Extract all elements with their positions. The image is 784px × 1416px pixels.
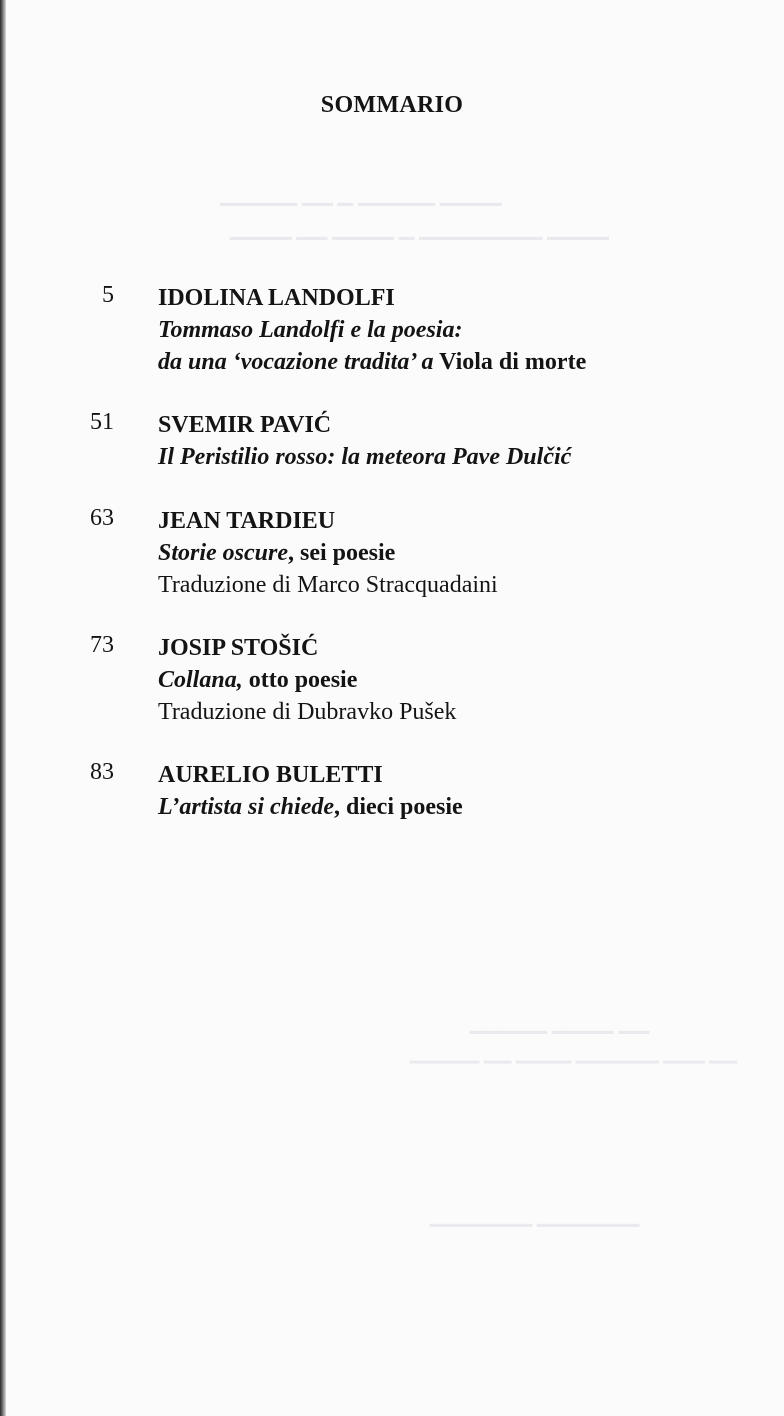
author-name: SVEMIR PAVIĆ [158,412,332,438]
author-name: AURELIO BULETTI [158,762,383,788]
page-number: 83 [90,759,114,785]
binding-edge [0,0,6,1416]
bleed-through: ▁▁▁▁▁▁▁ ▁▁▁▁▁▁▁ [430,1206,640,1227]
author-name: JOSIP STOŠIĆ [158,635,319,661]
translator-credit: Traduzione di Marco Stracquadaini [158,572,498,598]
entry-text [158,505,498,601]
page-title: SOMMARIO [320,92,464,118]
work-title-line [158,664,456,696]
translator-credit: Traduzione di Dubravko Pušek [158,699,457,725]
work-title-line [158,346,586,378]
author-name: JEAN TARDIEU [158,508,336,534]
entry-text [158,409,571,473]
work-title-italic: da una ‘vocazione tradita’ a [158,349,434,375]
work-title-normal: otto poesie [248,667,358,693]
work-title-normal: , dieci poesie [334,794,463,820]
work-title-line [158,791,463,823]
work-title-italic: Tommaso Landolfi e la poesia: [158,317,463,343]
work-title-normal: , sei poesie [288,540,396,566]
work-title-line [158,441,571,473]
bleed-through: ▁▁ ▁▁▁ ▁▁▁▁▁▁ ▁▁▁▁ ▁▁ ▁▁▁▁▁ [410,1043,738,1063]
entry-text [158,759,463,823]
bleed-through: ▁▁ ▁▁▁▁ ▁▁▁▁▁ [470,1012,650,1034]
work-title-normal: Viola di morte [439,349,587,375]
work-title-italic: L’artista si chiede [158,794,334,820]
work-title-italic: Storie oscure [158,540,289,566]
entry-text [158,282,586,378]
page-number: 63 [90,505,114,531]
work-title-line [158,537,498,569]
page-number: 5 [102,282,114,308]
work-title-italic: Collana, [158,667,243,693]
page-number: 73 [90,632,114,658]
author-name: IDOLINA LANDOLFI [158,285,395,311]
page-number: 51 [90,409,114,435]
work-title-italic: Il Peristilio rosso: la meteora Pave Dulčić [158,444,572,470]
work-title-line [158,314,586,346]
bleed-through: ▁▁▁▁ ▁▁▁▁▁ ▁ ▁▁ ▁▁▁▁▁ [220,184,502,206]
bleed-through: ▁▁▁▁ ▁▁▁▁▁▁▁▁ ▁ ▁▁▁▁ ▁▁ ▁▁▁▁ [230,218,609,240]
entry-text [158,632,456,728]
